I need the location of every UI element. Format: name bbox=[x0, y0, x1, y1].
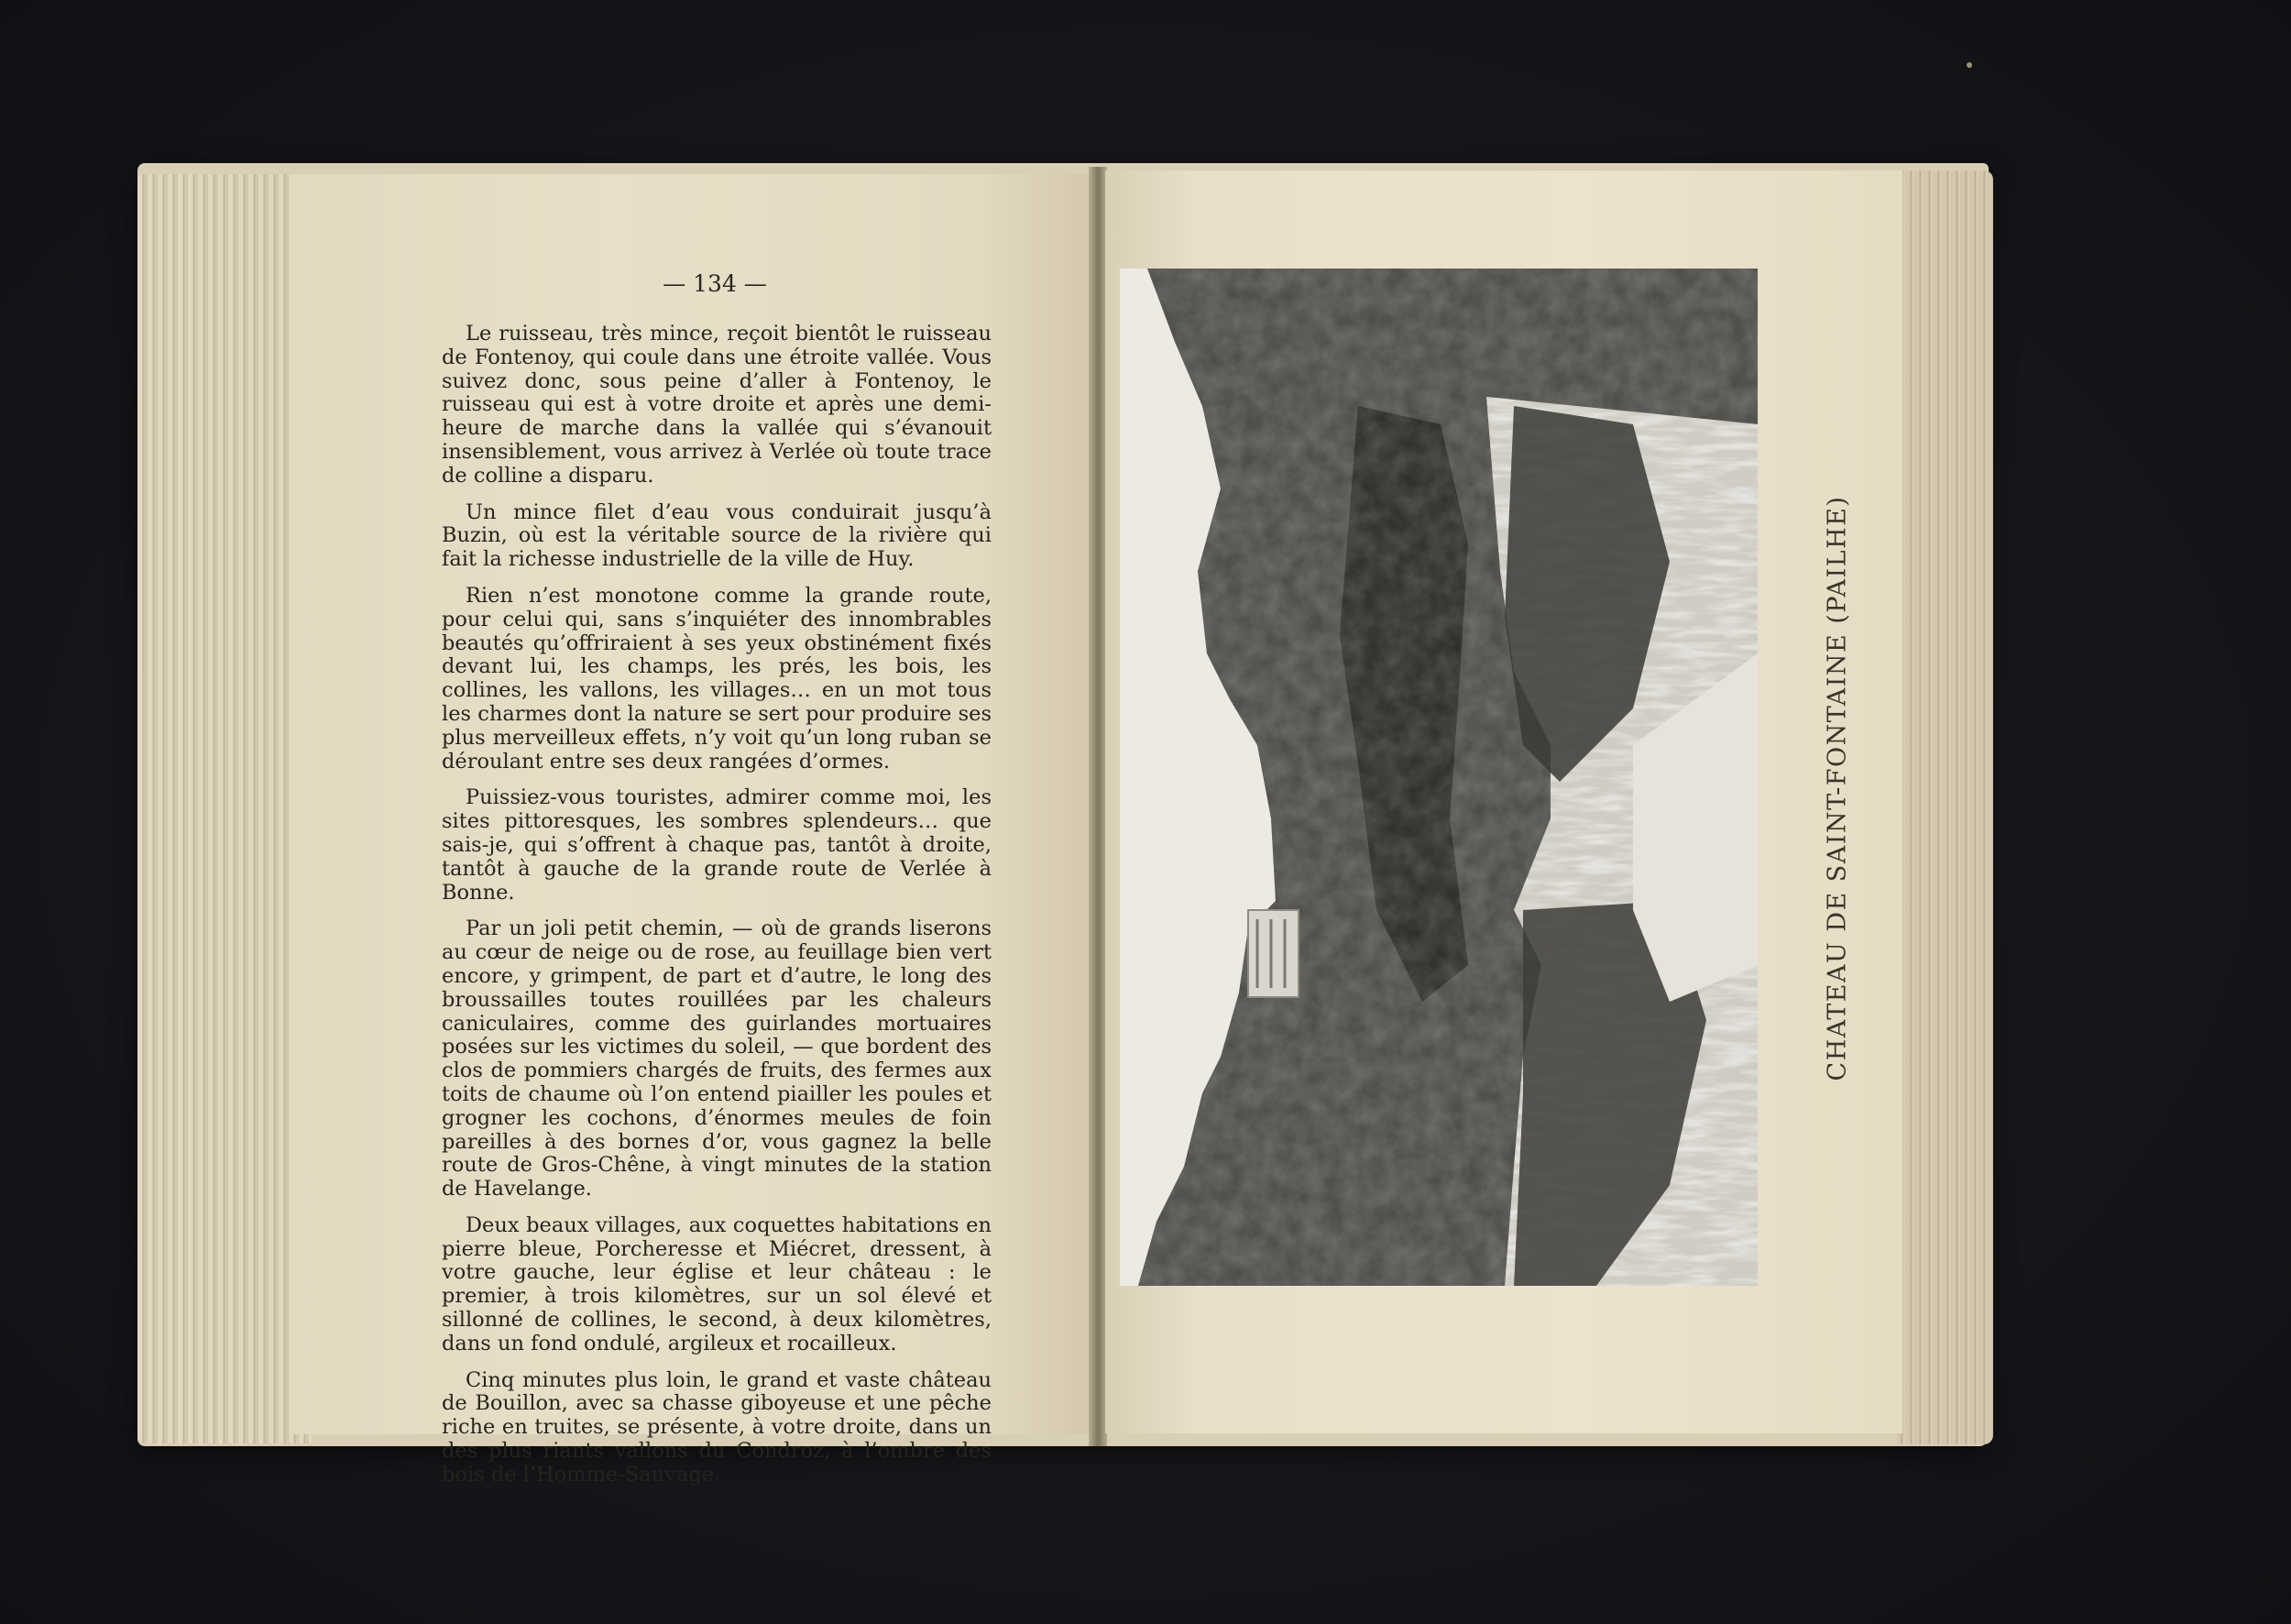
dust-mark bbox=[1967, 62, 1972, 68]
photo-caption bbox=[1819, 495, 1856, 1081]
photograph-castle-by-pond-icon bbox=[1120, 269, 1758, 1286]
paragraph-1: Le ruisseau, très mince, reçoit bientôt le ruisseau de Fontenoy, qui coule dans une étroite vallée. Vous suivez donc, sous peine d’aller à Fontenoy, le ruisseau qui est à votre droite et après une demi-heure de marche dans la vallée qui s’évanouit insensiblement, vous arrivez à Verlée où toute trace de colline a disparu. bbox=[442, 322, 992, 488]
right-page-edges bbox=[1897, 170, 1993, 1444]
left-page-edges bbox=[137, 174, 312, 1443]
page-number: — 134 — bbox=[663, 270, 767, 297]
photograph-svg bbox=[1120, 269, 1758, 1286]
book-gutter bbox=[1089, 167, 1107, 1446]
text-column bbox=[442, 323, 992, 1500]
paragraph-5: Par un joli petit chemin, — où de grands liserons au cœur de neige ou de rose, au feuillage bien vert encore, y grimpent, de part et d’autre, le long des broussailles toutes rouillées par les chaleurs caniculaires, comme des guirlandes mortuaires posées sur les victimes du soleil, — que bordent des clos de pommiers chargés de fruits, des fermes aux toits de chaume où l’on entend piailler les poules et grogner les cochons, d’énormes meules de foin pareilles à des bornes d’or, vous gagnez la belle route de Gros-Chêne, à vingt minutes de la station de Havelange. bbox=[442, 916, 992, 1202]
paragraph-2: Un mince filet d’eau vous conduirait jusqu’à Buzin, où est la véritable source de la rivière qui fait la richesse industrielle de la ville de Huy. bbox=[442, 499, 992, 572]
paragraph-3: Rien n’est monotone comme la grande route, pour celui qui, sans s’inquiéter des innombrables beautés qu’offriraient à ses yeux obstinément fixés devant lui, les champs, les prés, les bois, les collines, les vallons, les villages… en un mot tous les charmes dont la nature se sert pour produire ses plus merveilleux effets, n’y voit qu’un long ruban se déroulant entre ses deux rangées d’ormes. bbox=[442, 583, 992, 774]
paragraph-7: Cinq minutes plus loin, le grand et vaste château de Bouillon, avec sa chasse giboyeuse et une pêche riche en truites, se présente, à votre droite, dans un des plus riants vallons du Condroz, à l’ombre des bois de l’Homme-Sauvage. bbox=[442, 1367, 992, 1487]
caption-text: CHATEAU DE SAINT-FONTAINE (PAILHE) bbox=[1823, 495, 1852, 1081]
paragraph-4: Puissiez-vous touristes, admirer comme moi, les sites pittoresques, les sombres splendeurs… que sais-je, qui s’offrent à chaque pas, tantôt à droite, tantôt à gauche de la grande route de Verlée à Bonne. bbox=[442, 785, 992, 905]
paragraph-6: Deux beaux villages, aux coquettes habitations en pierre bleue, Porcheresse et Miécret, dressent, à votre gauche, leur église et leur château : le premier, à trois kilomètres, sur un sol élevé et sillonné de collines, le second, à deux kilomètres, dans un fond ondulé, argileux et rocailleux. bbox=[442, 1213, 992, 1355]
